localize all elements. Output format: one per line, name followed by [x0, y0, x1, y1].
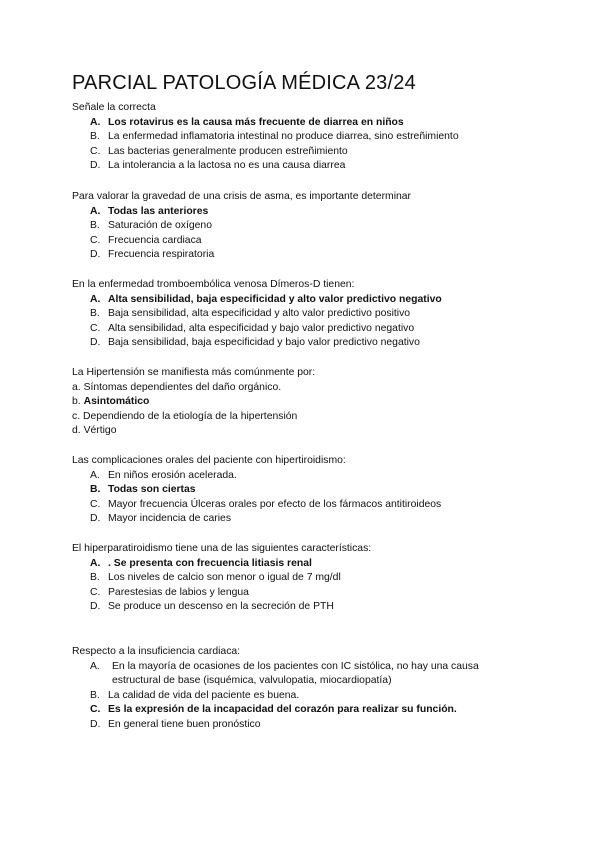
option-c — [72, 322, 552, 337]
question-stem: Respecto a la insuficiencia cardiaca: — [72, 646, 241, 657]
question-stem: La Hipertensión se manifiesta más comúnmente por: — [72, 367, 316, 378]
question-3 — [72, 278, 552, 351]
option-text: Baja sensibilidad, alta especificidad y alto valor predictivo positivo — [108, 308, 411, 320]
question-stem: El hiperparatiroidismo tiene una de las siguientes características: — [72, 543, 372, 554]
question-stem: En la enfermedad tromboembólica venosa Dímeros-D tienen: — [72, 279, 355, 290]
option-text: Dependiendo de la etiología de la hipertensión — [82, 410, 298, 422]
option-a — [72, 469, 552, 484]
option-letter: D. — [90, 249, 101, 261]
option-d — [72, 600, 552, 615]
option-letter: D. — [90, 337, 101, 349]
option-b — [72, 307, 552, 322]
question-5 — [72, 454, 552, 527]
option-letter: D. — [90, 718, 101, 730]
option-d — [72, 718, 552, 733]
option-letter: C. — [90, 234, 101, 246]
option-text: Mayor incidencia de caries — [108, 513, 232, 525]
option-d — [72, 424, 552, 439]
option-letter: d. — [72, 425, 81, 437]
question-stem: Para valorar la gravedad de una crisis de asma, es importante determinar — [72, 191, 412, 202]
option-letter: B. — [90, 220, 100, 232]
question-2 — [72, 190, 552, 263]
option-letter: C. — [90, 498, 101, 510]
option-text: Parestesias de labios y lengua — [108, 586, 249, 598]
option-letter: C. — [90, 145, 101, 157]
option-letter: B. — [90, 131, 100, 143]
option-letter: C. — [90, 322, 101, 334]
option-text: Frecuencia respiratoria — [108, 249, 215, 261]
option-letter: A. — [90, 293, 101, 305]
option-text: En general tiene buen pronóstico — [108, 718, 261, 730]
question-7 — [72, 645, 552, 733]
option-text: En niños erosión acelerada. — [108, 469, 237, 481]
option-b — [72, 571, 552, 586]
option-b — [72, 130, 552, 145]
option-letter: D. — [90, 601, 101, 613]
option-a — [72, 116, 552, 131]
option-a — [72, 660, 528, 689]
option-c — [72, 498, 552, 513]
option-text: Alta sensibilidad, baja especificidad y alto valor predictivo negativo — [108, 293, 442, 305]
option-letter: A. — [90, 469, 100, 481]
option-d — [72, 248, 552, 263]
option-d — [72, 336, 552, 351]
option-c — [72, 410, 552, 425]
question-4 — [72, 366, 552, 439]
question-stem: Señale la correcta — [72, 102, 156, 113]
option-text: Se produce un descenso en la secreción de PTH — [108, 601, 334, 613]
option-text: Alta sensibilidad, alta especificidad y bajo valor predictivo negativo — [108, 322, 415, 334]
option-letter: C. — [90, 586, 101, 598]
option-b — [72, 689, 552, 704]
option-text: En la mayoría de ocasiones de los pacientes con IC sistólica, no hay una causa estructural de base (isquémica, valvulopatia, miocardiopatía) — [112, 660, 479, 687]
option-letter: A. — [90, 557, 101, 569]
option-text: La calidad de vida del paciente es buena. — [108, 689, 300, 701]
option-text: . Se presenta con frecuencia litiasis renal — [108, 557, 312, 569]
option-text: Todas son ciertas — [108, 484, 196, 496]
option-text: Mayor frecuencia Úlceras orales por efecto de los fármacos antitiroideos — [108, 498, 442, 510]
option-b — [72, 395, 552, 410]
option-text: La intolerancia a la lactosa no es una causa diarrea — [108, 160, 346, 172]
option-a — [72, 557, 552, 572]
option-letter: B. — [90, 308, 100, 320]
option-text: Baja sensibilidad, baja especificidad y bajo valor predictivo negativo — [108, 337, 420, 349]
option-letter: A. — [90, 660, 100, 672]
option-d — [72, 512, 552, 527]
option-text: Todas las anteriores — [108, 205, 209, 217]
option-b — [72, 483, 552, 498]
question-stem: Las complicaciones orales del paciente con hipertiroidismo: — [72, 455, 346, 466]
option-letter: B. — [90, 689, 100, 701]
option-text: Vértigo — [83, 425, 117, 437]
option-letter: C. — [90, 704, 101, 716]
option-text: Síntomas dependientes del daño orgánico. — [83, 381, 282, 393]
option-text: Las bacterias generalmente producen estreñimiento — [108, 145, 348, 157]
option-text: Asintomático — [83, 396, 150, 408]
option-letter: A. — [90, 205, 101, 217]
option-d — [72, 159, 552, 174]
option-b — [72, 219, 552, 234]
option-a — [72, 293, 552, 308]
option-letter: b. — [72, 396, 81, 408]
question-6 — [72, 542, 552, 615]
option-text: Es la expresión de la incapacidad del corazón para realizar su función. — [108, 704, 457, 716]
option-a — [72, 381, 552, 396]
option-c — [72, 586, 552, 601]
option-c — [72, 234, 552, 249]
option-text: Saturación de oxígeno — [108, 220, 212, 232]
option-text: Frecuencia cardiaca — [108, 234, 202, 246]
option-c — [72, 145, 552, 160]
option-letter: D. — [90, 513, 101, 525]
option-text: La enfermedad inflamatoria intestinal no produce diarrea, sino estreñimiento — [108, 131, 459, 143]
option-text: Los niveles de calcio son menor o igual de 7 mg/dl — [108, 572, 341, 584]
option-letter: B. — [90, 572, 100, 584]
question-1 — [72, 101, 552, 174]
option-text: Los rotavirus es la causa más frecuente de diarrea en niños — [108, 116, 404, 128]
page-title: PARCIAL PATOLOGÍA MÉDICA 23/24 — [72, 72, 416, 94]
option-a — [72, 205, 552, 220]
option-c — [72, 703, 552, 718]
option-letter: a. — [72, 381, 81, 393]
option-letter: D. — [90, 160, 101, 172]
option-letter: c. — [72, 410, 81, 422]
option-letter: B. — [90, 484, 101, 496]
option-letter: A. — [90, 116, 101, 128]
